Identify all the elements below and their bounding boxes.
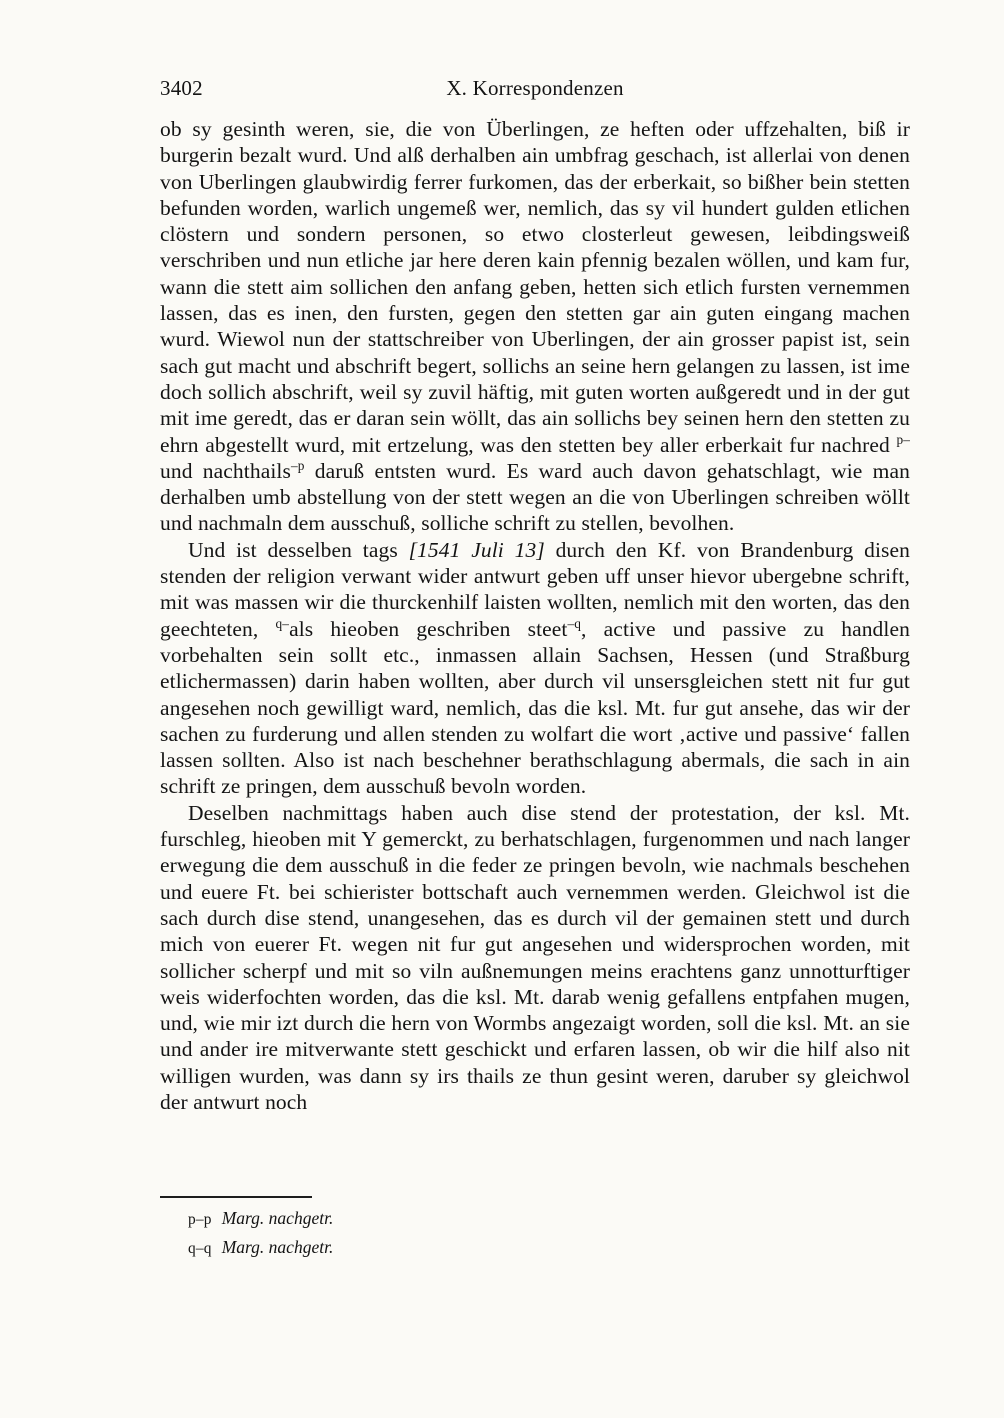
marginal-note-marker-open-q: q– [275, 615, 290, 631]
marginal-note-marker-close-p: –p [290, 457, 305, 473]
footnote-text: Marg. nachgetr. [221, 1208, 334, 1228]
running-head: X. Korrespondenzen [446, 76, 624, 100]
text-run: Und ist desselben tags [188, 537, 409, 562]
marginal-note-marker-close-q: –q [567, 615, 582, 631]
text-run: und nachthails [160, 458, 291, 483]
footnote-section [160, 1196, 910, 1262]
footnote-text: Marg. nachgetr. [221, 1236, 334, 1257]
text-run: durch den Kf. von Brandenburg disen stenden der religion verwant wider antwurt geben uff unser hievor ubergebne schrift, mit was massen wir die thurckenhilf laisten wollten, nemlich mit den worten, das den geechteten, [160, 537, 910, 641]
footnote-marker: p–p [188, 1211, 212, 1228]
body-text [160, 116, 910, 1115]
footnote-marker: q–q [188, 1239, 212, 1257]
paragraph-1 [160, 116, 910, 537]
footnote-1 [160, 1205, 910, 1234]
editorial-date: [1541 Juli 13] [408, 537, 545, 562]
paragraph-2 [160, 537, 910, 800]
text-run: ob sy gesinth weren, sie, die von Überlingen, ze heften oder uffzehalten, biß ir burgerin bezalt wurd. Und alß derhalben ain umbfrag geschach, ist allerlai von denen von Uberlingen glaubwirdig ferrer furkomen, das der erberkait, so bißher bein stetten befunden worden, warlich ungemeß wer, nemlich, das sy vil hundert gulden etlichen clöstern und sondern personen, so etwo closterleut gewesen, leibdingsweiß verschriben und nun etliche jar here deren kain pfennig bezalen wöllen, und kam fur, wann die stett aim sollichen den anfang geben, hetten sich etlich fursten vernemmen lassen, das es inen, den fursten, gegen den stetten gar ain guten eingang machen wurd. Wiewol nun der stattschreiber von Uberlingen, der ain grosser papist ist, sein sach gut macht und abschrift begert, sollichs an seine hern gelangen zu lassen, ist ime doch sollich abschrift, weil sy zuvil häftig, mit guten worten außgeredt und in der gut mit ime geredt, das er daran sein wöllt, das ain sollichs bey seinen hern den stetten zu ehrn abgestellt wurd, mit ertzelung, was den stetten bey aller erberkait fur nachred [160, 117, 910, 457]
page-header [160, 76, 910, 101]
footnote-2 [160, 1234, 910, 1263]
text-run: Deselben nachmittags haben auch dise stend der protestation, der ksl. Mt. furschleg, hieoben mit Y gemerckt, zu berhatschlagen, furgenommen und nach langer erwegung die dem ausschuß in die feder ze pringen bevoln, wie nachmals beschehen und euere Ft. bei schierister bottschaft auch vernemmen werden. Gleichwol ist die sach durch dise stend, unangesehen, das es durch vil der gemainen stett und durch mich von euerer Ft. wegen nit fur gut angesehen und widersprochen worden, mit sollicher scherpf und mit so viln außnemungen meins erachtens ganz unnotturftiger weis widerfochten worden, das die ksl. Mt. darab wenig gefallens entpfahen mugen, und, wie mir izt durch die hern von Wormbs angezaigt worden, soll die ksl. Mt. an sie und ander ire mitverwante stett geschickt und erfaren lassen, ob wir die hilf also nit willigen wurden, was dann sy irs thails ze thun gesint weren, daruber sy gleichwol der antwurt noch [160, 800, 910, 1114]
text-run: als hieoben geschriben steet [289, 616, 568, 641]
text-run: , active und passive zu handlen vorbehalten sein sollt etc., inmassen allain Sachsen, Hessen (und Straßburg etlichermassen) darin haben wollten, aber durch vil unsersgleichen stett nit fur gut angesehen noch gewilligt ward, nemlich, das die ksl. Mt. fur gut ansehe, das wir der sachen zu furderung und allen stenden zu wolfart die wort ‚active und passive‘ fallen lassen sollten. Also ist nach beschehner berathschlagung abermals, die sach in ain schrift ze pringen, dem ausschuß bevoln worden. [160, 616, 910, 799]
text-run: daruß entsten wurd. Es ward auch davon gehatschlagt, wie man derhalben umb abstellung von der stett wegen an die von Uberlingen schreiben wöllt und nachmaln dem ausschuß, solliche schrift zu stellen, bevolhen. [160, 458, 910, 536]
page-number: 3402 [160, 76, 203, 100]
paragraph-3 [160, 800, 910, 1116]
footnote-separator-rule [160, 1196, 312, 1198]
marginal-note-marker-open-p: p– [896, 431, 910, 447]
